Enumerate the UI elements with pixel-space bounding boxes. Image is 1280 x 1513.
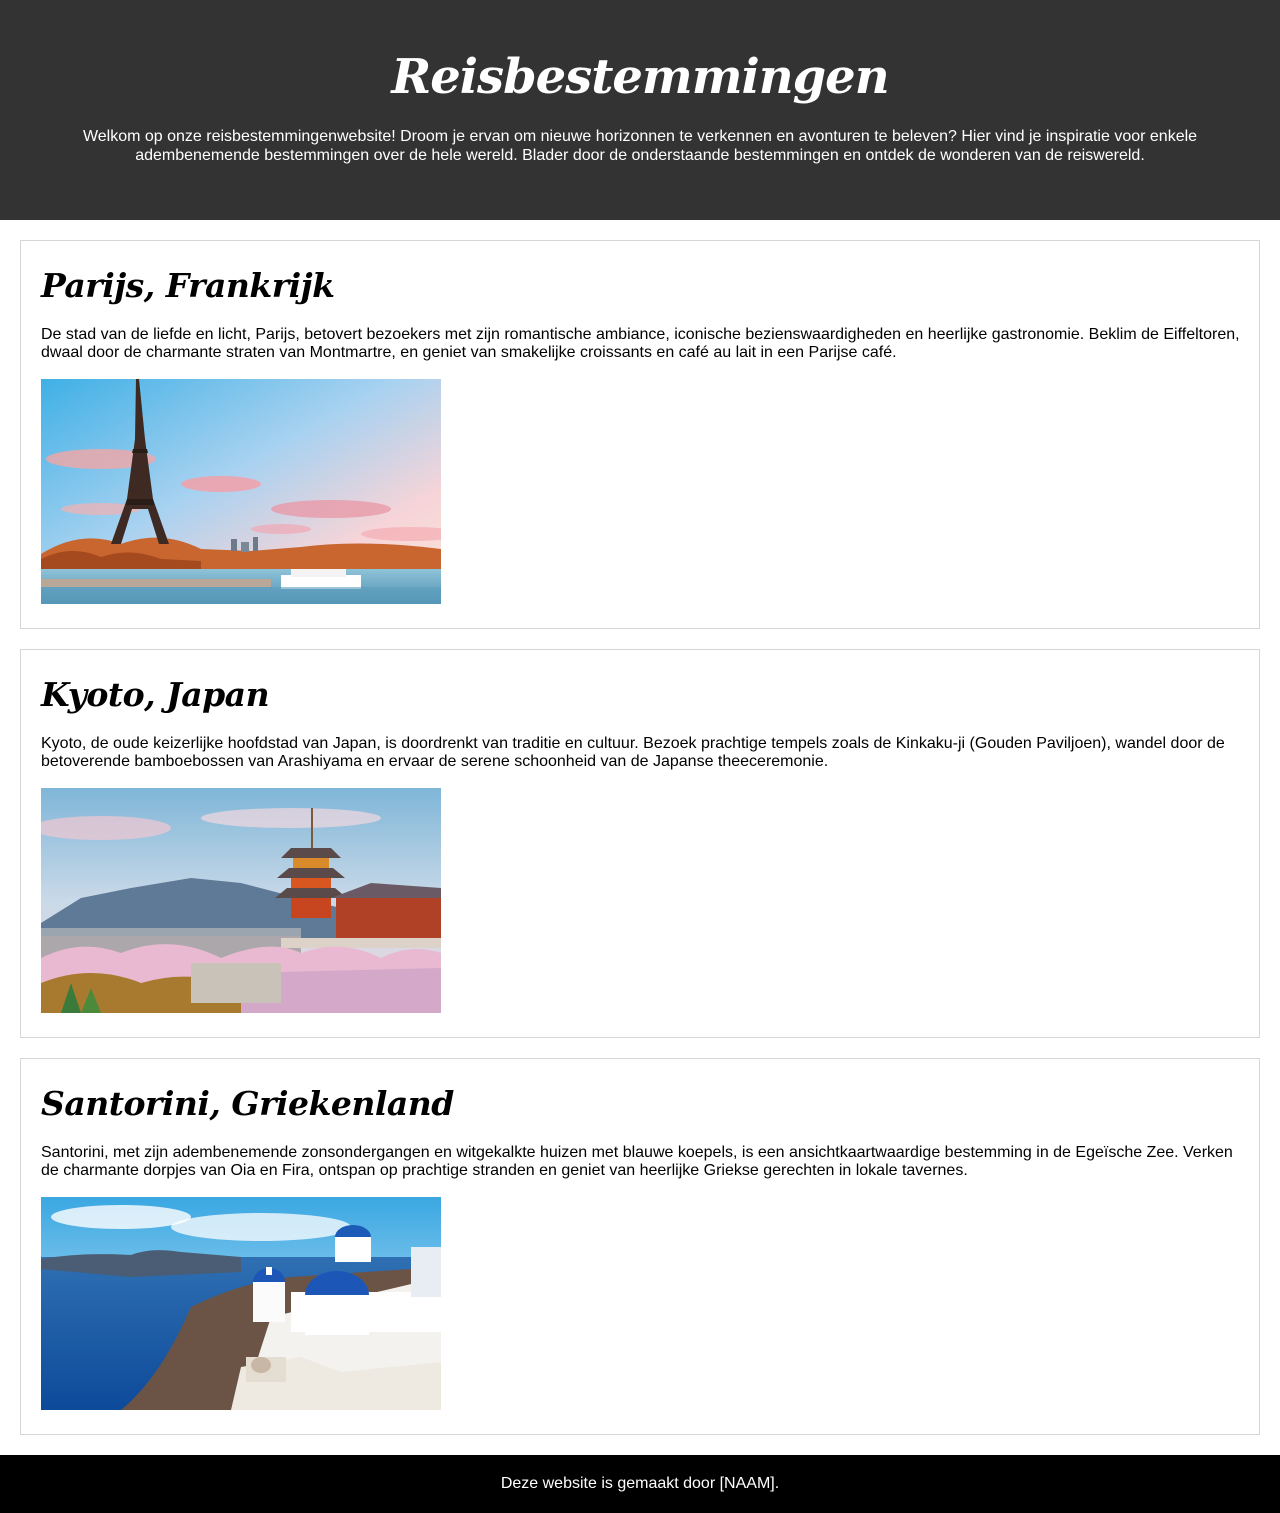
intro-text: Welkom op onze reisbestemmingenwebsite! Droom je ervan om nieuwe horizonnen te verkennen en avonturen te beleven? Hier vind je inspiratie voor enkele adembenemende bestemmingen over de hele wereld. Blader door de onderstaande bestemmingen en ontdek de wonderen van de reiswereld. xyxy=(82,128,1198,164)
footer-text: Deze website is gemaakt door [NAAM]. xyxy=(500,1475,780,1492)
paris-eiffel-tower-photo xyxy=(41,379,441,604)
site-footer xyxy=(0,1455,1280,1513)
destination-card-paris xyxy=(20,240,1260,629)
santorini-blue-domes-photo xyxy=(41,1197,441,1410)
destination-card-santorini xyxy=(20,1058,1260,1435)
kyoto-pagoda-photo xyxy=(41,788,441,1013)
destination-description: De stad van de liefde en licht, Parijs, betovert bezoekers met zijn romantische ambiance, iconische bezienswaardigheden en heerlijke gastronomie. Beklim de Eiffeltoren, dwaal door de charmante straten van Montmartre, en geniet van smakelijke croissants en café au lait in een Parijse café. xyxy=(41,326,1240,361)
site-header xyxy=(0,0,1280,220)
destination-title: Santorini, Griekenland xyxy=(41,1084,454,1123)
site-title: Reisbestemmingen xyxy=(391,49,889,105)
destination-title: Parijs, Frankrijk xyxy=(41,266,335,305)
destination-description: Kyoto, de oude keizerlijke hoofdstad van Japan, is doordrenkt van traditie en cultuur. Bezoek prachtige tempels zoals de Kinkaku-ji (Gouden Paviljoen), wandel door de betoverende bamboebossen van Arashiyama en ervaar de serene schoonheid van de Japanse theeceremonie. xyxy=(41,735,1225,770)
destination-title: Kyoto, Japan xyxy=(41,675,270,714)
destination-description: Santorini, met zijn adembenemende zonsondergangen en witgekalkte huizen met blauwe koepels, is een ansichtkaartwaardige bestemming in de Egeïsche Zee. Verken de charmante dorpjes van Oia en Fira, ontspan op prachtige stranden en geniet van heerlijke Griekse gerechten in lokale tavernes. xyxy=(41,1144,1233,1179)
destination-card-kyoto xyxy=(20,649,1260,1038)
